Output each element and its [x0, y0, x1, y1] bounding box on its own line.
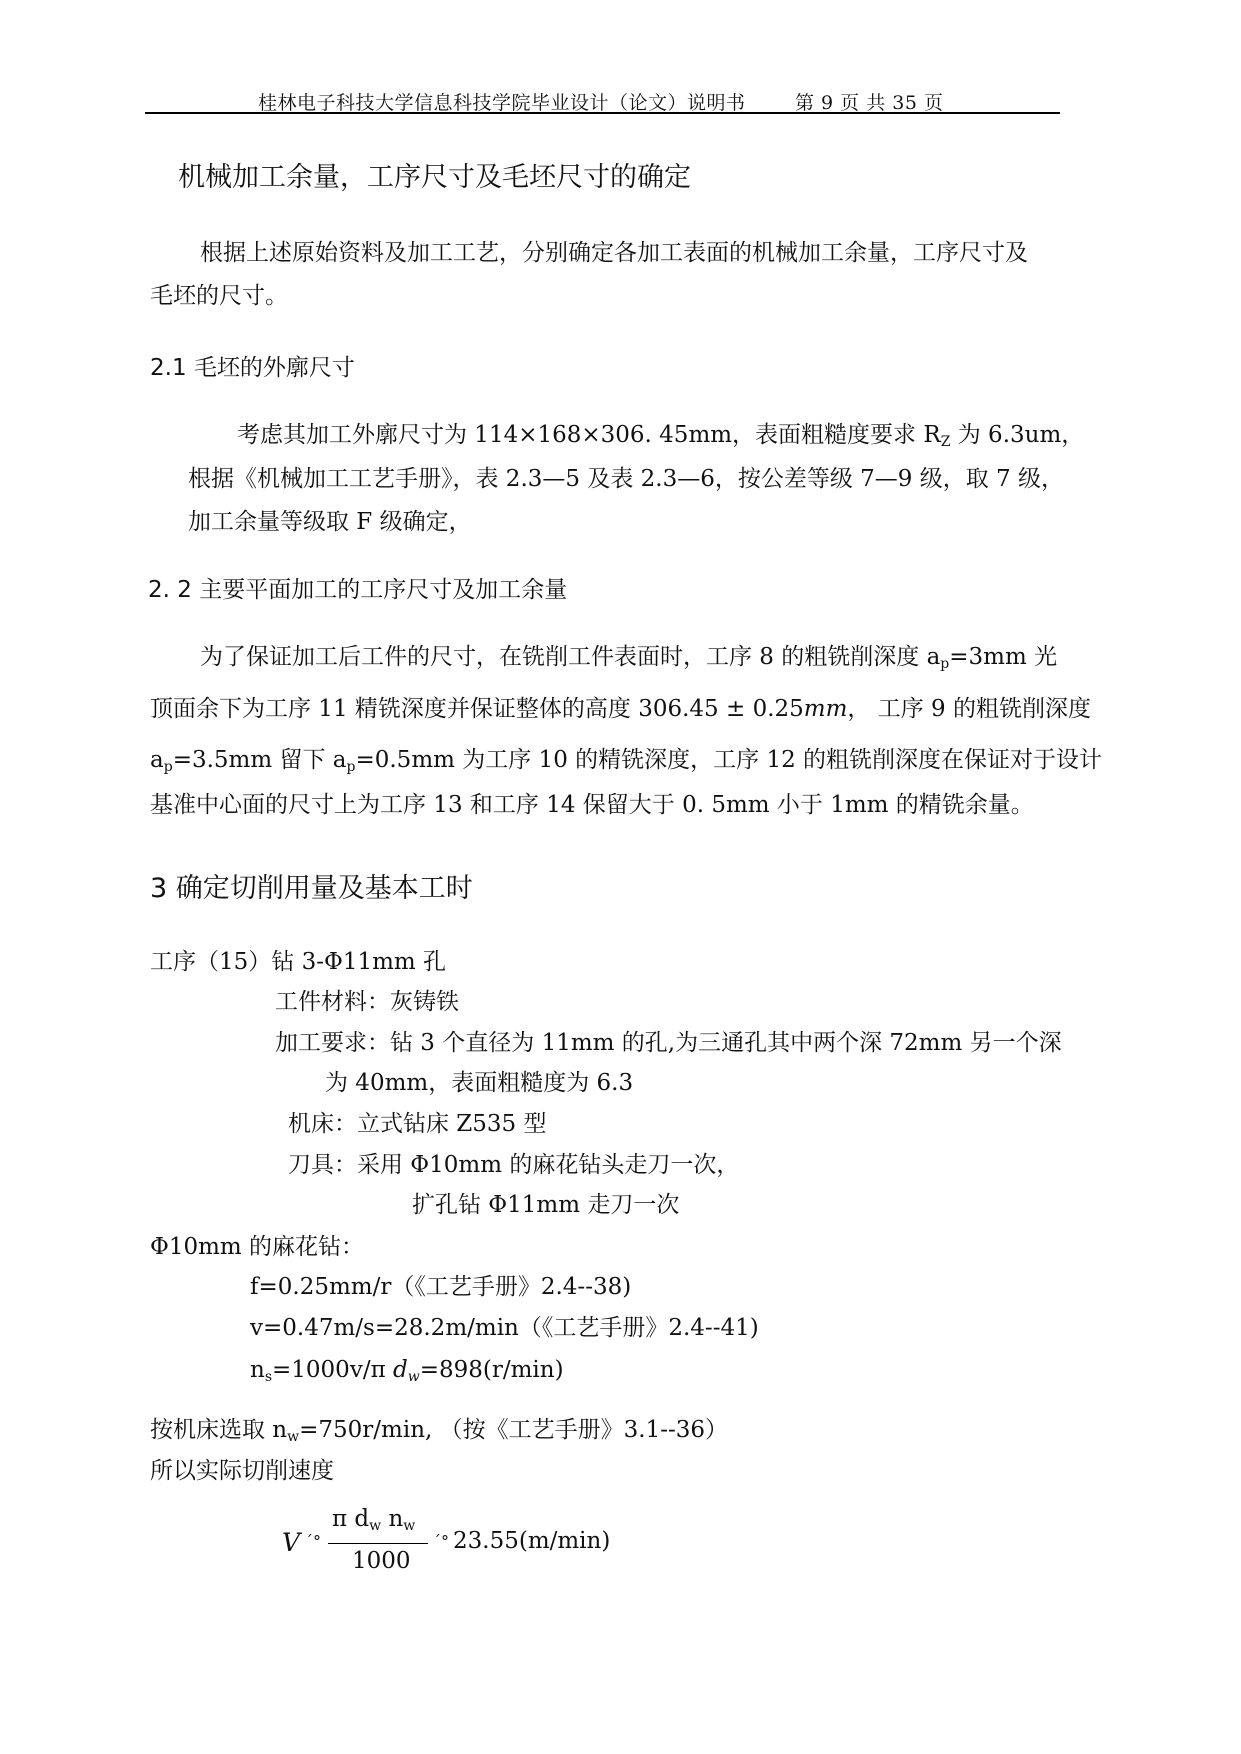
s3-machine: 机床：立式钻床 Z535 型 — [288, 1111, 547, 1137]
s3-drill: Φ10mm 的麻花钻： — [150, 1234, 365, 1260]
formula-equals-2: ´° — [433, 1532, 449, 1551]
header-title: 桂林电子科技大学信息科技学院毕业设计（论文）说明书 — [258, 92, 746, 114]
s3-actual-speed: 所以实际切削速度 — [150, 1458, 334, 1484]
s3-velocity: v=0.47m/s=28.2m/min（《工艺手册》2.4--41) — [250, 1315, 759, 1341]
s3-material: 工件材料：灰铸铁 — [275, 989, 459, 1015]
formula-result: 23.55(m/min) — [453, 1528, 611, 1554]
s21-line-3: 加工余量等级取 F 级确定， — [188, 509, 472, 535]
s3-machine-speed: 按机床选取 $n_w=750r/\min$, （按《工艺手册》3.1--36） — [150, 1417, 729, 1445]
intro-line-1: 根据上述原始资料及加工工艺，分别确定各加工表面的机械加工余量，工序尺寸及 — [200, 240, 1028, 266]
section-title: 机械加工余量，工序尺寸及毛坯尺寸的确定 — [178, 162, 691, 193]
s3-spindle-speed: $n_s=1000v/\pi$ $d_w=898(r/\min)$ — [250, 1357, 564, 1385]
s22-line-1: 为了保证加工后工件的尺寸，在铣削工件表面时，工序 8 的粗铣削深度 $a_p=3mm$ 光 — [200, 644, 1058, 672]
header-rule — [145, 112, 1060, 114]
formula-numerator: π $d_w$ $n_w$ — [332, 1506, 416, 1534]
fraction-bar — [328, 1543, 428, 1544]
s22-line-2: 顶面余下为工序 11 精铣深度并保证整体的高度 306.45 ± 0.25mm， 工序 9 的粗铣削深度 — [150, 696, 1091, 722]
heading-2-2: 2. 2 主要平面加工的工序尺寸及加工余量 — [148, 577, 568, 603]
s3-feed: f=0.25mm/r（《工艺手册》2.4--38) — [250, 1274, 632, 1300]
s21-line-1: 考虑其加工外廓尺寸为 114×168×306. 45mm，表面粗糙度要求 $R_Z$ 为 6.3um， — [237, 422, 1085, 450]
heading-3: 3 确定切削用量及基本工时 — [150, 873, 473, 904]
s21-line-2: 根据《机械加工工艺手册》，表 2.3—5 及表 2.3—6，按公差等级 7—9 级，取 7 级， — [188, 466, 1064, 492]
s22-line-3: $a_p=3.5mm$ 留下 $a_p=0.5mm$ 为工序 10 的精铣深度，工序 12 的粗铣削深度在保证对于设计 — [150, 747, 1103, 775]
intro-line-2: 毛坯的尺寸。 — [150, 283, 288, 309]
formula-equals-1: ´° — [305, 1532, 321, 1551]
formula-v: V — [282, 1528, 301, 1557]
header-page-info: 第 9 页 共 35 页 — [795, 92, 944, 114]
formula-denominator: 1000 — [352, 1548, 411, 1574]
cutting-speed-formula — [282, 1506, 832, 1586]
s3-tool-1: 刀具：采用 Φ10mm 的麻花钻头走刀一次， — [288, 1152, 740, 1178]
s3-tool-2: 扩孔钻 Φ11mm 走刀一次 — [412, 1192, 680, 1218]
heading-2-1: 2.1 毛坯的外廓尺寸 — [150, 355, 355, 381]
s3-procedure: 工序（15）钻 3-Φ11mm 孔 — [150, 949, 447, 975]
s3-requirement-1: 加工要求：钻 3 个直径为 11mm 的孔,为三通孔其中两个深 72mm 另一个深 — [275, 1030, 1062, 1056]
s3-requirement-2: 为 40mm，表面粗糙度为 6.3 — [325, 1070, 634, 1096]
s22-line-4: 基准中心面的尺寸上为工序 13 和工序 14 保留大于 0. 5mm 小于 1mm 的精铣余量。 — [150, 792, 1034, 818]
